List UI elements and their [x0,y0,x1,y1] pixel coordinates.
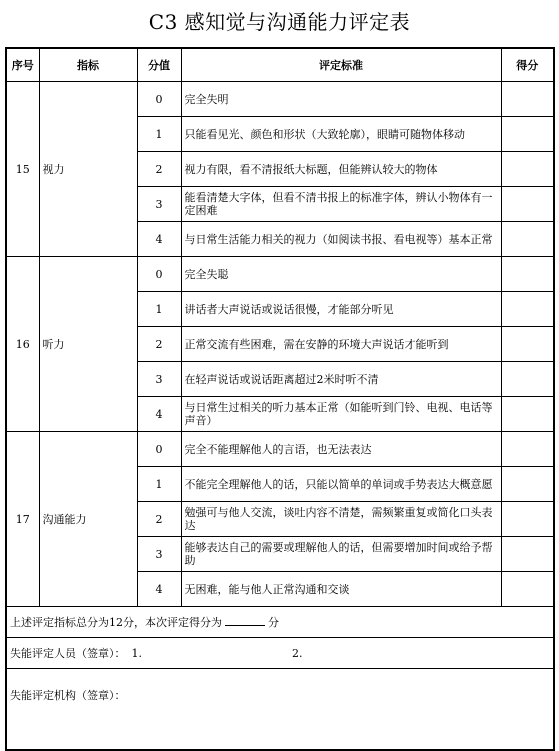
score-value-cell: 3 [137,362,181,397]
criteria-cell: 能够表达自己的需要或理解他人的话，但需要增加时间或给予帮助 [181,537,501,572]
score-value-cell: 1 [137,292,181,327]
indicator-cell: 听力 [39,257,137,432]
score-value-cell: 2 [137,327,181,362]
score-input-cell[interactable] [501,397,554,432]
table-row [6,257,554,292]
total-score-row [6,607,554,638]
header-seq: 序号 [6,48,39,82]
assessor-row [6,638,554,669]
table-row [6,82,554,117]
header-row [6,48,554,82]
score-value-cell: 3 [137,537,181,572]
seq-cell: 17 [6,432,39,607]
seq-cell: 16 [6,257,39,432]
score-value-cell: 4 [137,397,181,432]
header-criteria: 评定标准 [181,48,501,82]
agency-row [6,669,554,751]
total-score-label: 上述评定指标总分为12分，本次评定得分为 [10,616,222,629]
agency-label: 失能评定机构（签章）： [10,689,126,702]
score-input-cell[interactable] [501,257,554,292]
table-row [6,432,554,467]
criteria-cell: 完全不能理解他人的言语，也无法表达 [181,432,501,467]
criteria-cell: 完全失明 [181,82,501,117]
score-input-cell[interactable] [501,572,554,607]
page-title: C3 感知觉与沟通能力评定表 [148,10,411,34]
criteria-cell: 与日常生过相关的听力基本正常（如能听到门铃、电视、电话等声音） [181,397,501,432]
score-input-cell[interactable] [501,292,554,327]
score-value-cell: 2 [137,502,181,537]
criteria-cell: 不能完全理解他人的话，只能以简单的单词或手势表达大概意愿 [181,467,501,502]
header-score: 得分 [501,48,554,82]
score-input-cell[interactable] [501,222,554,257]
criteria-cell: 完全失聪 [181,257,501,292]
criteria-cell: 只能看见光、颜色和形状（大致轮廓），眼睛可随物体移动 [181,117,501,152]
score-input-cell[interactable] [501,537,554,572]
assessor-1: 1. [131,646,142,660]
criteria-cell: 讲话者大声说话或说话很慢，才能部分听见 [181,292,501,327]
score-input-cell[interactable] [501,362,554,397]
score-input-cell[interactable] [501,117,554,152]
score-value-cell: 3 [137,187,181,222]
score-value-cell: 4 [137,222,181,257]
score-value-cell: 1 [137,467,181,502]
score-value-cell: 4 [137,572,181,607]
criteria-cell: 与日常生活能力相关的视力（如阅读书报、看电视等）基本正常 [181,222,501,257]
criteria-cell: 勉强可与他人交流，谈吐内容不清楚，需频繁重复或简化口头表达 [181,502,501,537]
criteria-cell: 正常交流有些困难，需在安静的环境大声说话才能听到 [181,327,501,362]
score-value-cell: 0 [137,432,181,467]
indicator-cell: 沟通能力 [39,432,137,607]
agency-cell[interactable] [6,669,554,751]
score-input-cell[interactable] [501,467,554,502]
score-value-cell: 2 [137,152,181,187]
score-value-cell: 0 [137,82,181,117]
assessor-2: 2. [292,646,303,660]
assessment-table [5,47,555,751]
score-input-cell[interactable] [501,187,554,222]
assessor-label: 失能评定人员（签章）： [10,646,126,660]
score-value-cell: 1 [137,117,181,152]
criteria-cell: 无困难，能与他人正常沟通和交谈 [181,572,501,607]
score-input-cell[interactable] [501,152,554,187]
criteria-cell: 视力有限，看不清报纸大标题，但能辨认较大的物体 [181,152,501,187]
score-value-cell: 0 [137,257,181,292]
header-score-value: 分值 [137,48,181,82]
indicator-cell: 视力 [39,82,137,257]
score-input-cell[interactable] [501,327,554,362]
criteria-cell: 能看清楚大字体，但看不清书报上的标准字体，辨认小物体有一定困难 [181,187,501,222]
score-input-cell[interactable] [501,82,554,117]
header-indicator: 指标 [39,48,137,82]
criteria-cell: 在轻声说话或说话距离超过2米时听不清 [181,362,501,397]
assessor-cell[interactable] [6,638,554,669]
total-score-unit: 分 [268,616,279,629]
total-score-cell [6,607,554,638]
score-input-cell[interactable] [501,502,554,537]
total-score-blank[interactable] [225,615,265,626]
score-input-cell[interactable] [501,432,554,467]
seq-cell: 15 [6,82,39,257]
